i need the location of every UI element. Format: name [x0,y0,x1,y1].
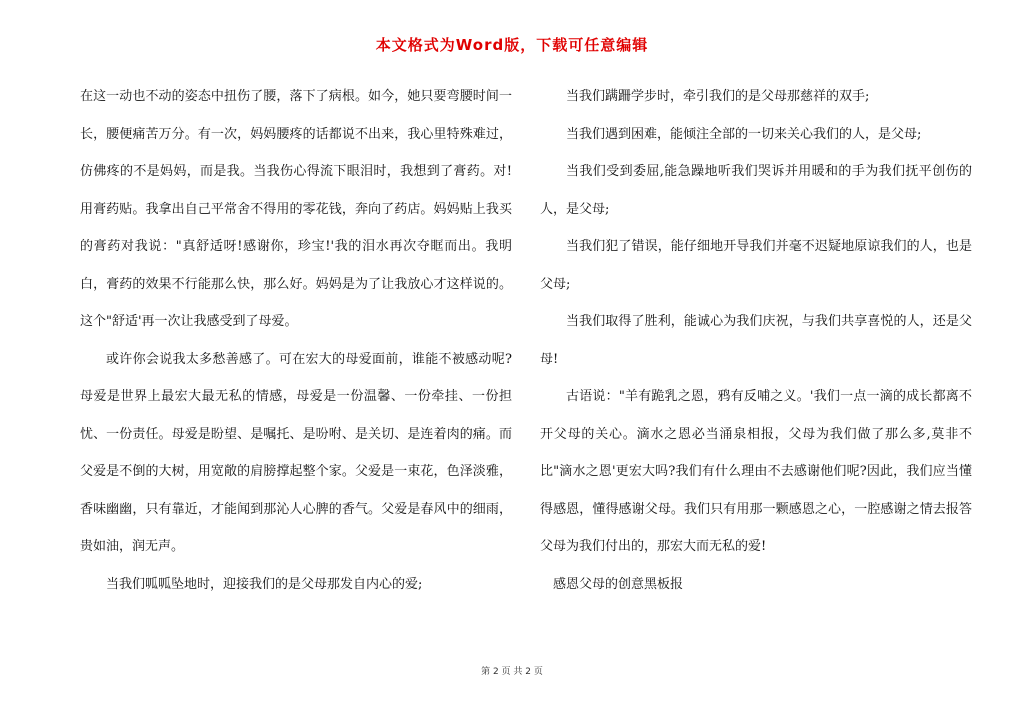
paragraph: 或许你会说我太多愁善感了。可在宏大的母爱面前，谁能不被感动呢?母爱是世界上最宏大最无私的情感，母爱是一份温馨、一份牵挂、一份担忧、一份责任。母爱是盼望、是嘱托、是吩咐、是关切、是连着肉的痛。而父爱是不倒的大树，用宽敞的肩膀撑起整个家。父爱是一束花，色泽淡雅，香味幽幽，只有靠近，才能闻到那沁人心脾的香气。父爱是春风中的细雨，贵如油，润无声。 [80,351,512,554]
word-format-banner: 本文格式为Word版，下载可任意编辑 [375,36,649,54]
paragraph: 当我们犯了错误，能仔细地开导我们并毫不迟疑地原谅我们的人，也是父母; [540,239,972,292]
paragraph: 当我们受到委屈,能急躁地听我们哭诉并用暖和的手为我们抚平创伤的人，是父母; [540,164,972,217]
paragraph: 当我们遇到困难，能倾注全部的一切来关心我们的人，是父母; [566,126,922,142]
paragraph: 当我们取得了胜利，能诚心为我们庆祝，与我们共享喜悦的人，还是父母! [540,314,972,367]
right-text-column [540,78,972,603]
page-number: 第 2 页 共 2 页 [481,667,543,677]
left-text-column [80,78,512,603]
paragraph: 在这一动也不动的姿态中扭伤了腰，落下了病根。如今，她只要弯腰时间一长，腰便痛苦万分。有一次，妈妈腰疼的话都说不出来，我心里特殊难过，仿佛疼的不是妈妈，而是我。当我伤心得流下眼泪时，我想到了膏药。对!用膏药贴。我拿出自己平常舍不得用的零花钱，奔向了药店。妈妈贴上我买的膏药对我说："真舒适呀!感谢你，珍宝!'我的泪水再次夺眶而出。我明白，膏药的效果不行能那么快，那么好。妈妈是为了让我放心才这样说的。这个"舒适'再一次让我感受到了母爱。 [80,89,512,329]
paragraph: 古语说："羊有跪乳之恩，鸦有反哺之义。'我们一点一滴的成长都离不开父母的关心。滴水之恩必当涌泉相报，父母为我们做了那么多,莫非不比"滴水之恩'更宏大吗?我们有什么理由不去感谢他们呢?因此，我们应当懂得感恩，懂得感谢父母。我们只有用那一颗感恩之心，一腔感谢之情去报答父母为我们付出的，那宏大而无私的爱! [540,389,972,554]
paragraph: 当我们蹒跚学步时，牵引我们的是父母那慈祥的双手; [566,89,870,104]
paragraph: 当我们呱呱坠地时，迎接我们的是父母那发自内心的爱; [106,576,423,592]
section-heading: 感恩父母的创意黑板报 [553,576,684,592]
